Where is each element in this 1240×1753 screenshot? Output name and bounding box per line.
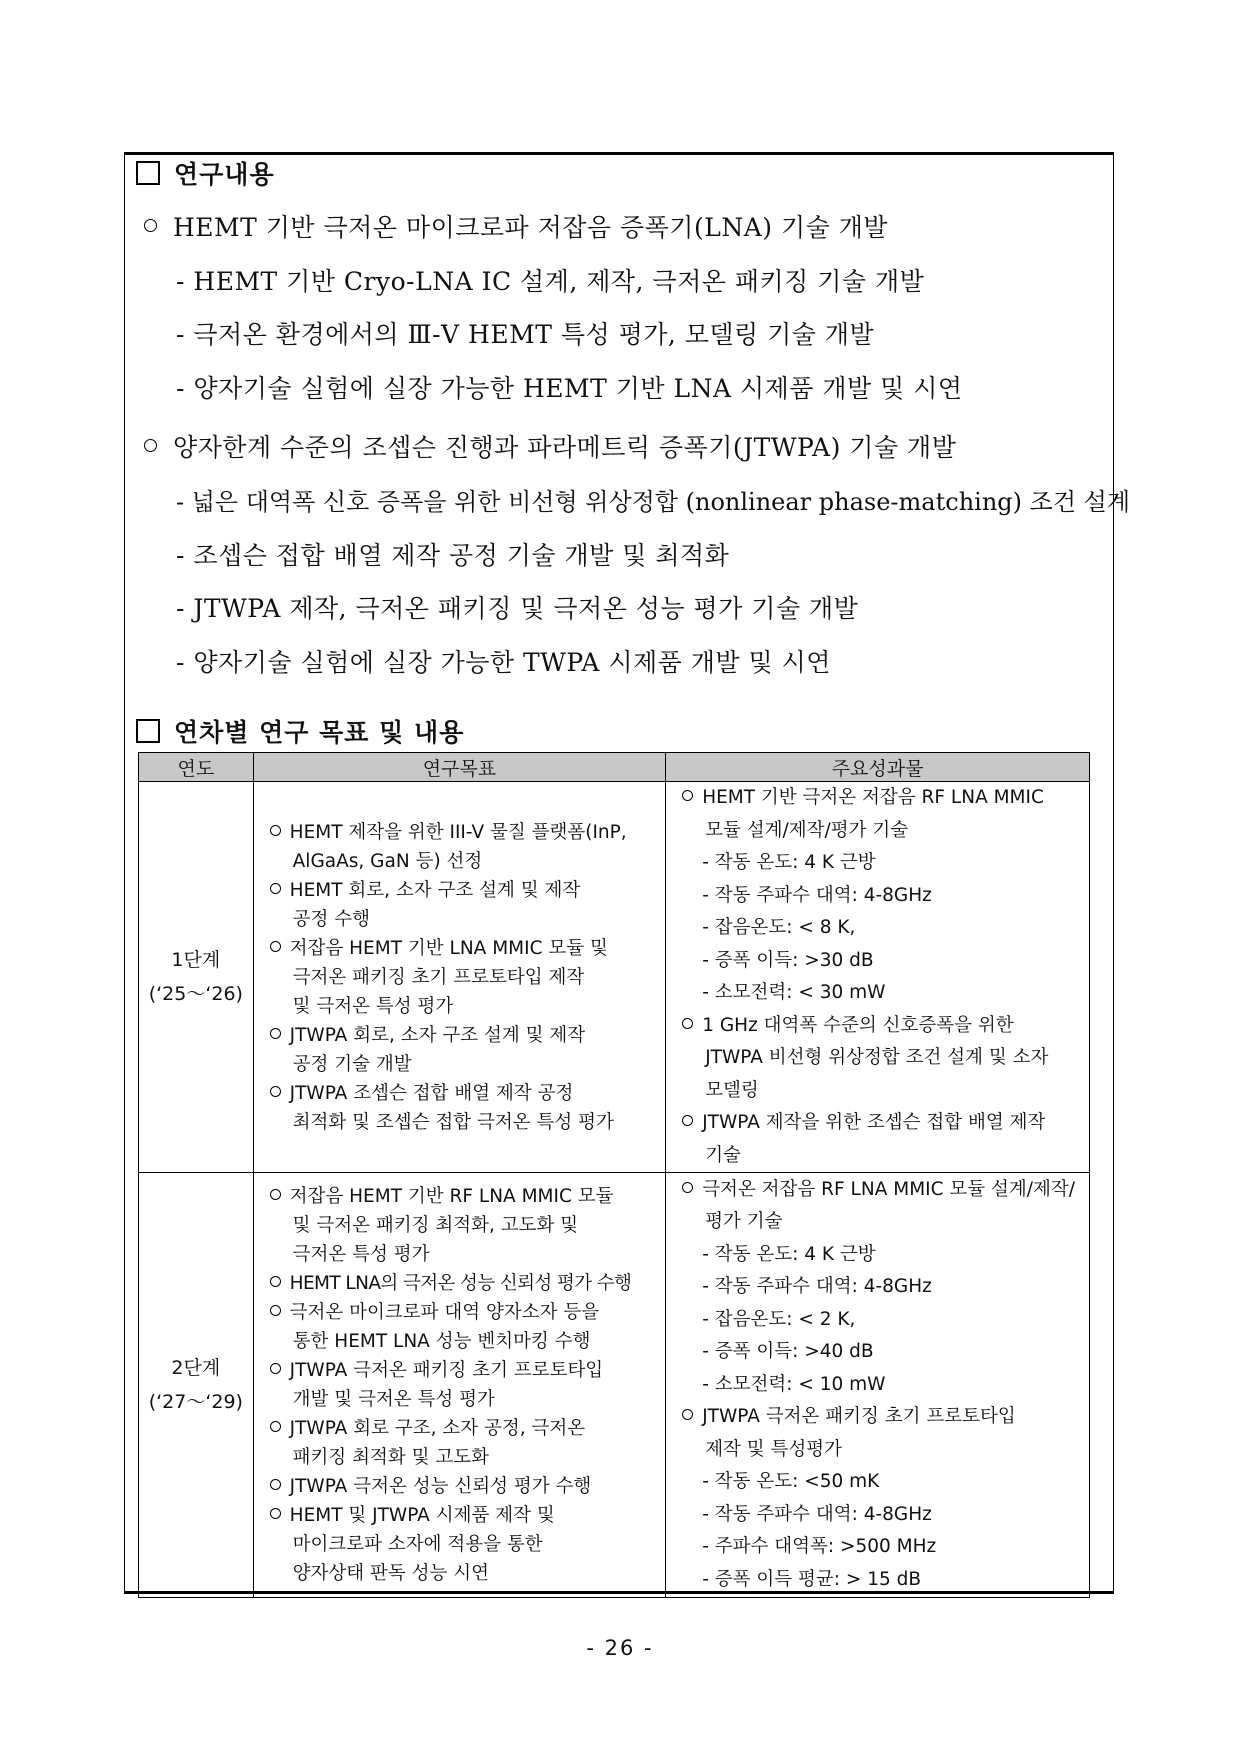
goal-line: 및 극저온 특성 평가 (292, 995, 454, 1017)
goal-item (270, 1414, 652, 1472)
circle-bullet-icon (270, 1508, 281, 1519)
table-header-row (139, 753, 1090, 782)
goal-item (270, 876, 652, 934)
circle-bullet-icon (682, 1182, 693, 1193)
circle-bullet-icon (270, 1189, 281, 1200)
output-line: 1 GHz 대역폭 수준의 신호증폭을 위한 (702, 1014, 1014, 1036)
goals-cell (253, 1173, 666, 1598)
output-spec: - 증폭 이득: >30 dB (702, 949, 874, 971)
sub-item: - 넓은 대역폭 신호 증폭을 위한 비선형 위상정합 (nonlinear phase-matching) 조건 설계 (176, 488, 1131, 516)
outputs-cell (666, 782, 1090, 1173)
column-header-goals: 연구목표 (253, 753, 666, 782)
output-spec: - 작동 주파수 대역: 4-8GHz (702, 1276, 932, 1298)
bullet-text: 양자한계 수준의 조셉슨 진행과 파라메트릭 증폭기(JTWPA) 기술 개발 (173, 433, 957, 462)
stage-label: 2단계 (171, 1357, 221, 1379)
output-line: 평가 기술 (705, 1211, 783, 1233)
output-spec: - 작동 주파수 대역: 4-8GHz (702, 884, 932, 906)
checkbox-square-icon (136, 719, 160, 743)
goal-item (270, 818, 652, 876)
goal-line: 개발 및 극저온 특성 평가 (292, 1389, 495, 1410)
goal-item (270, 1079, 652, 1137)
goal-line: HEMT 제작을 위한 III-V 물질 플랫폼(InP, (289, 821, 627, 843)
output-spec: - 증폭 이득: >40 dB (702, 1341, 874, 1363)
goal-line: 극저온 패키징 초기 프로토타입 제작 (292, 966, 585, 988)
goal-line: 패키징 최적화 및 고도화 (292, 1447, 490, 1468)
table-row (139, 1173, 1090, 1598)
goal-line: 공정 기술 개발 (292, 1053, 412, 1075)
stage-label: 1단계 (171, 949, 221, 971)
section-heading-research-content (136, 155, 275, 191)
goal-line: HEMT 및 JTWPA 시제품 제작 및 (289, 1505, 555, 1526)
goal-line: JTWPA 회로, 소자 구조 설계 및 제작 (289, 1024, 586, 1046)
goal-line: JTWPA 극저온 패키징 초기 프로토타입 (289, 1360, 604, 1381)
bullet-item (144, 428, 956, 464)
goal-item (270, 1298, 652, 1356)
circle-bullet-icon (270, 1086, 281, 1097)
goal-line: JTWPA 조셉슨 접합 배열 제작 공정 (289, 1082, 574, 1104)
table-row (139, 782, 1090, 1173)
circle-bullet-icon (270, 1363, 281, 1374)
goal-line: HEMT 회로, 소자 구조 설계 및 제작 (289, 879, 581, 901)
output-spec: - 잡음온도: < 2 K, (702, 1308, 856, 1330)
circle-bullet-icon (270, 1305, 281, 1316)
output-spec: - 증폭 이득 평균: > 15 dB (702, 1568, 922, 1590)
output-spec: - 작동 온도: <50 mK (702, 1471, 880, 1493)
circle-bullet-icon (682, 1409, 693, 1420)
goal-line: HEMT LNA의 극저온 성능 신뢰성 평가 수행 (289, 1273, 632, 1294)
sub-item: - JTWPA 제작, 극저온 패키징 및 극저온 성능 평가 기술 개발 (176, 594, 859, 623)
sub-item: - 양자기술 실험에 실장 가능한 HEMT 기반 LNA 시제품 개발 및 시연 (176, 374, 963, 403)
goals-cell (253, 782, 666, 1173)
stage-period: (‘27～‘29) (148, 1391, 243, 1413)
goal-item (270, 1501, 652, 1588)
outputs-cell (666, 1173, 1090, 1598)
bullet-item (144, 208, 888, 244)
goal-line: JTWPA 회로 구조, 소자 공정, 극저온 (289, 1418, 586, 1439)
goal-line: 통한 HEMT LNA 성능 벤치마킹 수행 (292, 1331, 591, 1352)
goal-item (270, 1269, 652, 1298)
circle-bullet-icon (682, 1115, 693, 1126)
circle-bullet-icon (270, 883, 281, 894)
goal-line: AlGaAs, GaN 등) 선정 (292, 850, 483, 872)
goal-line: 최적화 및 조셉슨 접합 극저온 특성 평가 (292, 1111, 614, 1133)
output-line: JTWPA 제작을 위한 조셉슨 접합 배열 제작 (702, 1112, 1046, 1133)
circle-bullet-icon (270, 1421, 281, 1432)
goal-item (270, 1182, 652, 1269)
output-line: 극저온 저잡음 RF LNA MMIC 모듈 설계/제작/ (702, 1178, 1075, 1200)
goal-line: 및 극저온 패키징 최적화, 고도화 및 (292, 1215, 579, 1236)
page-number: - 26 - (586, 1636, 654, 1660)
output-spec: - 소모전력: < 10 mW (702, 1373, 886, 1395)
sub-item: - 조셉슨 접합 배열 제작 공정 기술 개발 및 최적화 (176, 541, 730, 570)
output-spec: - 소모전력: < 30 mW (702, 982, 886, 1003)
goal-line: 극저온 마이크로파 대역 양자소자 등을 (289, 1302, 600, 1323)
output-item (682, 1174, 1075, 1402)
circle-bullet-icon (144, 439, 157, 452)
output-line: 제작 및 특성평가 (705, 1438, 843, 1460)
output-item (682, 1401, 1075, 1596)
sub-item: - 양자기술 실험에 실장 가능한 TWPA 시제품 개발 및 시연 (176, 648, 831, 677)
output-spec: - 작동 주파수 대역: 4-8GHz (702, 1503, 932, 1525)
circle-bullet-icon (270, 1276, 281, 1287)
circle-bullet-icon (682, 790, 693, 801)
goal-item (270, 1356, 652, 1414)
section-title: 연차별 연구 목표 및 내용 (174, 718, 465, 747)
circle-bullet-icon (270, 1028, 281, 1039)
column-header-outputs: 주요성과물 (666, 753, 1090, 782)
circle-bullet-icon (270, 1479, 281, 1490)
output-line: 기술 (705, 1144, 741, 1166)
output-spec: - 잡음온도: < 8 K, (702, 917, 856, 938)
checkbox-square-icon (136, 161, 160, 185)
output-spec: - 작동 온도: 4 K 근방 (702, 852, 876, 873)
goal-item (270, 1472, 652, 1501)
year-cell (139, 782, 254, 1173)
goal-line: 극저온 특성 평가 (292, 1244, 430, 1265)
bullet-text: HEMT 기반 극저온 마이크로파 저잡음 증폭기(LNA) 기술 개발 (173, 213, 888, 242)
goal-line: 공정 수행 (292, 908, 371, 930)
output-item (682, 1010, 1075, 1108)
output-line: JTWPA 극저온 패키징 초기 프로토타입 (702, 1406, 1016, 1428)
goal-line: 양자상태 판독 성능 시연 (292, 1563, 490, 1584)
sub-item: - 극저온 환경에서의 Ⅲ-Ⅴ HEMT 특성 평가, 모델링 기술 개발 (176, 320, 875, 349)
goal-line: 저잡음 HEMT 기반 RF LNA MMIC 모듈 (289, 1186, 614, 1207)
column-header-year: 연도 (139, 753, 254, 782)
section-heading-yearly-goals (136, 713, 464, 749)
output-line: 모델링 (705, 1079, 759, 1101)
goal-item (270, 934, 652, 1021)
section-title: 연구내용 (174, 160, 275, 189)
circle-bullet-icon (144, 219, 157, 232)
output-spec: - 작동 온도: 4 K 근방 (702, 1243, 876, 1265)
sub-item: - HEMT 기반 Cryo-LNA IC 설계, 제작, 극저온 패키징 기술 개발 (176, 267, 925, 296)
goal-line: JTWPA 극저온 성능 신뢰성 평가 수행 (289, 1476, 592, 1497)
goal-line: 저잡음 HEMT 기반 LNA MMIC 모듈 및 (289, 937, 608, 959)
output-item (682, 1107, 1075, 1172)
output-item (682, 782, 1075, 1010)
output-line: JTWPA 비선형 위상정합 조건 설계 및 소자 (705, 1047, 1049, 1068)
circle-bullet-icon (270, 825, 281, 836)
year-cell (139, 1173, 254, 1598)
output-spec: - 주파수 대역폭: >500 MHz (702, 1536, 937, 1558)
goal-line: 마이크로파 소자에 적용을 통한 (292, 1534, 543, 1555)
output-line: 모듈 설계/제작/평가 기술 (705, 819, 909, 841)
stage-period: (‘25～‘26) (148, 983, 243, 1005)
output-line: HEMT 기반 극저온 저잡음 RF LNA MMIC (702, 787, 1044, 808)
circle-bullet-icon (682, 1018, 693, 1029)
circle-bullet-icon (270, 941, 281, 952)
goal-item (270, 1021, 652, 1079)
yearly-goals-table (138, 752, 1090, 1598)
